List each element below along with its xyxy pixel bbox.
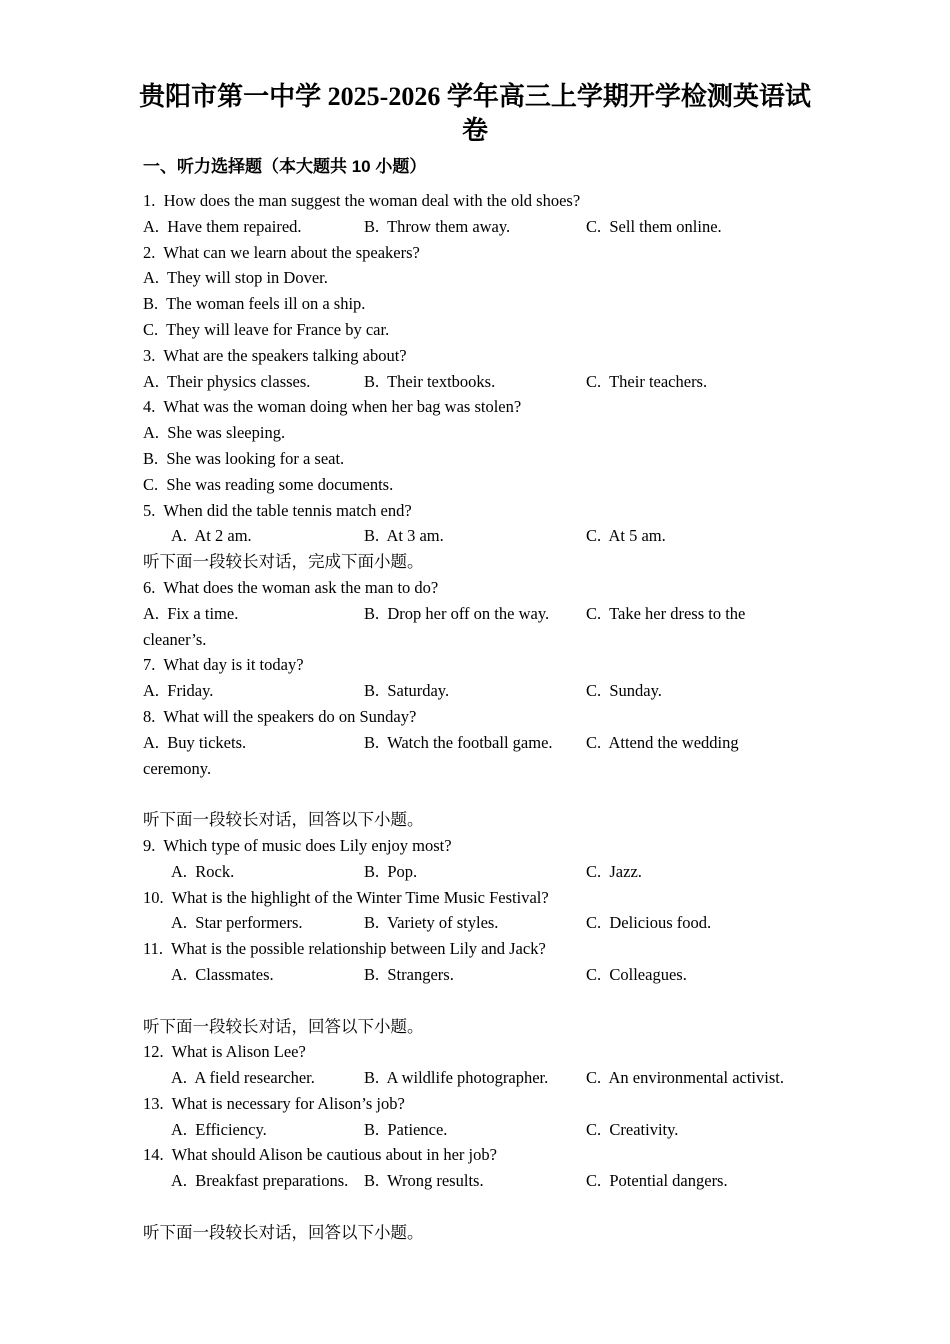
section-heading-listening: 一、听力选择题（本大题共 10 小题） — [143, 157, 427, 176]
q10-options — [143, 910, 823, 936]
q4-option-a — [143, 420, 823, 446]
listening-instruction-4-text: 听下面一段较长对话，回答以下小题。 — [143, 1222, 424, 1242]
q3-options-option-b: B. Their textbooks. — [364, 371, 496, 391]
question-13-text: 13. What is necessary for Alison’s job? — [143, 1093, 405, 1113]
question-12 — [143, 1039, 823, 1065]
q4-option-c-text: C. She was reading some documents. — [143, 474, 394, 494]
q12-options-option-a: A. A field researcher. — [171, 1068, 315, 1088]
question-8-text: 8. What will the speakers do on Sunday? — [143, 706, 417, 726]
q8-option-c-cont — [143, 756, 823, 782]
question-10-text: 10. What is the highlight of the Winter Time Music Festival? — [143, 887, 549, 907]
q7-options — [143, 678, 823, 704]
q9-options-option-c: C. Jazz. — [586, 861, 642, 881]
q7-options-option-a: A. Friday. — [143, 681, 214, 701]
question-1-text: 1. How does the man suggest the woman deal with the old shoes? — [143, 191, 581, 210]
question-14 — [143, 1142, 823, 1168]
question-4 — [143, 394, 823, 420]
blank-3 — [143, 1194, 823, 1220]
q6-option-c-cont-text: cleaner’s. — [143, 629, 207, 649]
q5-options-option-a: A. At 2 am. — [171, 526, 252, 546]
listening-instruction-3 — [143, 1014, 823, 1040]
q13-options-option-c: C. Creativity. — [586, 1119, 679, 1139]
listening-instruction-1-text: 听下面一段较长对话，完成下面小题。 — [143, 552, 424, 572]
q2-option-b — [143, 291, 823, 317]
q2-option-b-text: B. The woman feels ill on a ship. — [143, 294, 366, 314]
question-10 — [143, 885, 823, 911]
q3-options-option-a: A. Their physics classes. — [143, 371, 311, 391]
question-13 — [143, 1091, 823, 1117]
q1-options-option-a: A. Have them repaired. — [143, 216, 302, 236]
question-7-text: 7. What day is it today? — [143, 655, 304, 675]
q3-options — [143, 369, 823, 395]
q14-options-option-b: B. Wrong results. — [364, 1171, 484, 1191]
listening-instruction-1 — [143, 549, 823, 575]
q1-options — [143, 214, 823, 240]
q14-options — [143, 1168, 823, 1194]
listening-instruction-4 — [143, 1220, 823, 1246]
question-3 — [143, 343, 823, 369]
question-9 — [143, 833, 823, 859]
q11-options-option-c: C. Colleagues. — [586, 964, 687, 984]
listening-instruction-3-text: 听下面一段较长对话，回答以下小题。 — [143, 1016, 424, 1036]
q12-options — [143, 1065, 823, 1091]
exam-title-line-2: 卷 — [461, 116, 488, 145]
question-2 — [143, 240, 823, 266]
q13-options-option-a: A. Efficiency. — [171, 1119, 267, 1139]
q2-option-a — [143, 265, 823, 291]
q2-option-c-text: C. They will leave for France by car. — [143, 319, 390, 339]
q4-option-c — [143, 472, 823, 498]
question-12-text: 12. What is Alison Lee? — [143, 1042, 306, 1062]
exam-title-line-1: 贵阳市第一中学 2025-2026 学年高三上学期开学检测英语试 — [139, 82, 811, 111]
q13-options — [143, 1117, 823, 1143]
q1-options-option-b: B. Throw them away. — [364, 216, 511, 236]
q10-options-option-b: B. Variety of styles. — [364, 913, 499, 933]
q11-options-option-b: B. Strangers. — [364, 964, 454, 984]
q8-option-c-cont-text: ceremony. — [143, 758, 212, 778]
q4-option-b — [143, 446, 823, 472]
q4-option-b-text: B. She was looking for a seat. — [143, 448, 345, 468]
q1-options-option-c: C. Sell them online. — [586, 216, 722, 236]
listening-instruction-2-text: 听下面一段较长对话，回答以下小题。 — [143, 810, 424, 830]
q2-option-a-text: A. They will stop in Dover. — [143, 268, 328, 288]
question-6-text: 6. What does the woman ask the man to do? — [143, 577, 439, 597]
q6-options-option-a: A. Fix a time. — [143, 603, 239, 623]
q12-options-option-c: C. An environmental activist. — [586, 1068, 784, 1088]
q7-options-option-b: B. Saturday. — [364, 681, 450, 701]
q9-options-option-a: A. Rock. — [171, 861, 235, 881]
q5-options-option-b: B. At 3 am. — [364, 526, 444, 546]
q2-option-c — [143, 317, 823, 343]
question-4-text: 4. What was the woman doing when her bag was stolen? — [143, 397, 522, 417]
q11-options — [143, 962, 823, 988]
exam-title — [0, 80, 950, 148]
question-list — [143, 188, 823, 1246]
q8-options-option-b: B. Watch the football game. — [364, 732, 553, 752]
question-2-text: 2. What can we learn about the speakers? — [143, 242, 420, 262]
q5-options-option-c: C. At 5 am. — [586, 526, 666, 546]
question-7 — [143, 652, 823, 678]
q8-options-option-a: A. Buy tickets. — [143, 732, 247, 752]
question-14-text: 14. What should Alison be cautious about in her job? — [143, 1145, 497, 1165]
question-11 — [143, 936, 823, 962]
question-5-text: 5. When did the table tennis match end? — [143, 500, 412, 520]
blank-1 — [143, 781, 823, 807]
q8-options-option-c: C. Attend the wedding — [586, 732, 739, 752]
q10-options-option-a: A. Star performers. — [171, 913, 303, 933]
question-3-text: 3. What are the speakers talking about? — [143, 345, 407, 365]
question-8 — [143, 704, 823, 730]
q6-options-option-c: C. Take her dress to the — [586, 603, 746, 623]
q11-options-option-a: A. Classmates. — [171, 964, 274, 984]
q14-options-option-a: A. Breakfast preparations. — [171, 1171, 349, 1191]
q6-option-c-cont — [143, 627, 823, 653]
q12-options-option-b: B. A wildlife photographer. — [364, 1068, 549, 1088]
question-5 — [143, 498, 823, 524]
q8-options — [143, 730, 823, 756]
q5-options — [143, 523, 823, 549]
q9-options — [143, 859, 823, 885]
q9-options-option-b: B. Pop. — [364, 861, 418, 881]
q3-options-option-c: C. Their teachers. — [586, 371, 708, 391]
q7-options-option-c: C. Sunday. — [586, 681, 662, 701]
question-11-text: 11. What is the possible relationship between Lily and Jack? — [143, 939, 546, 959]
q10-options-option-c: C. Delicious food. — [586, 913, 712, 933]
question-6 — [143, 575, 823, 601]
question-9-text: 9. Which type of music does Lily enjoy most? — [143, 835, 452, 855]
q13-options-option-b: B. Patience. — [364, 1119, 448, 1139]
q6-options — [143, 601, 823, 627]
q4-option-a-text: A. She was sleeping. — [143, 423, 286, 443]
q14-options-option-c: C. Potential dangers. — [586, 1171, 728, 1191]
blank-2 — [143, 988, 823, 1014]
question-1 — [143, 188, 823, 214]
listening-instruction-2 — [143, 807, 823, 833]
q6-options-option-b: B. Drop her off on the way. — [364, 603, 550, 623]
